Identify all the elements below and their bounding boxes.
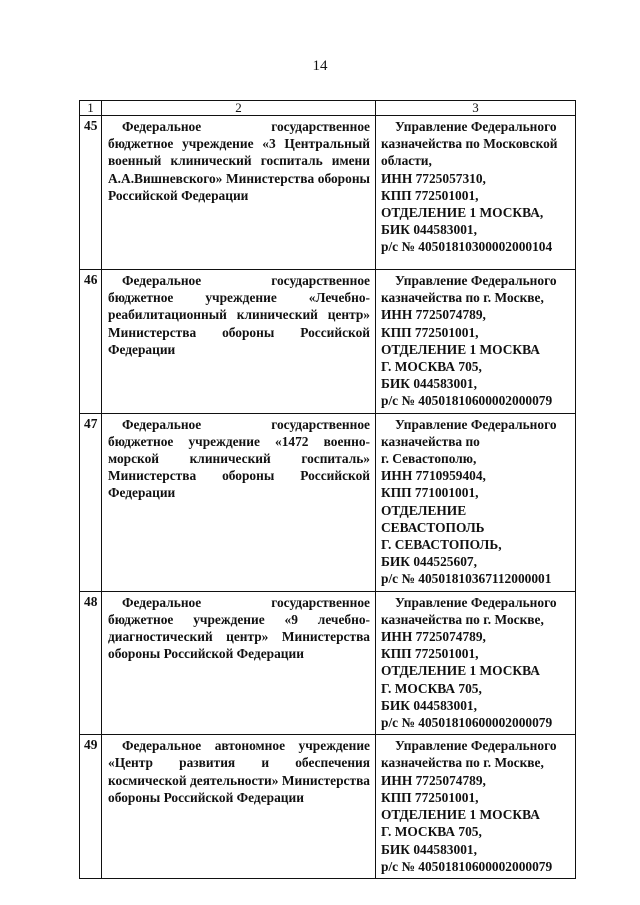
table-row [80,413,576,591]
bank-details [376,591,576,735]
bank-detail-line: ИНН 7725074789, [381,307,486,323]
bank-detail-line: КПП 771001001, [381,485,479,501]
bank-detail-line: КПП 772501001, [381,789,479,805]
institution-name: Федеральное государственное бюджетное учреждение «1472 военно-морской клинический госпиталь» Министерства обороны Российской Федерации [102,413,376,591]
institution-name: Федеральное государственное бюджетное учреждение «Лечебно-реабилитационный клинический центр» Министерства обороны Российской Федерации [102,270,376,414]
bank-detail-line: р/с № 40501810600002000079 [381,715,553,731]
row-number: 49 [80,735,102,879]
bank-detail-line: БИК 044583001, [381,222,477,238]
institutions-table [79,100,576,879]
bank-detail-line: казначейства по г. Москве, [381,611,544,627]
column-header-institution: 2 [102,101,376,116]
bank-detail-line: Г. МОСКВА 705, [381,680,482,696]
bank-detail-line: БИК 044583001, [381,841,477,857]
bank-detail-line: КПП 772501001, [381,187,479,203]
column-header-details: 3 [376,101,576,116]
institution-name: Федеральное государственное бюджетное учреждение «9 лечебно-диагностический центр» Министерства обороны Российской Федерации [102,591,376,735]
bank-detail-line: Управление Федерального [395,119,557,134]
bank-detail-line: р/с № 40501810300002000104 [381,239,553,255]
column-header-number: 1 [80,101,102,116]
bank-detail-line: СЕВАСТОПОЛЬ [381,519,485,535]
table-header-row [80,101,576,116]
bank-details [376,735,576,879]
table-row [80,270,576,414]
bank-detail-line: Управление Федерального [395,273,557,288]
bank-detail-line: ОТДЕЛЕНИЕ [381,502,467,518]
bank-detail-line: Г. МОСКВА 705, [381,359,482,375]
row-number: 48 [80,591,102,735]
bank-detail-line: ОТДЕЛЕНИЕ 1 МОСКВА [381,663,540,679]
bank-detail-line: ИНН 7725057310, [381,170,486,186]
bank-detail-line: ИНН 7725074789, [381,772,486,788]
table-row [80,591,576,735]
bank-detail-line: ИНН 7710959404, [381,468,486,484]
bank-detail-line: Г. МОСКВА 705, [381,824,482,840]
bank-details [376,116,576,270]
bank-detail-line: БИК 044583001, [381,697,477,713]
bank-detail-line: области, [381,153,432,169]
table-row [80,116,576,270]
bank-detail-line: БИК 044583001, [381,376,477,392]
bank-detail-line: Управление Федерального [395,594,557,610]
bank-detail-line: р/с № 40501810600002000079 [381,393,553,409]
page-number: 14 [312,58,328,74]
bank-detail-line: ОТДЕЛЕНИЕ 1 МОСКВА [381,341,540,357]
table-row [80,735,576,879]
bank-detail-line: р/с № 40501810367112000001 [381,571,552,587]
bank-detail-line: казначейства по г. Москве, [381,755,544,771]
bank-details [376,270,576,414]
row-number: 46 [80,270,102,414]
bank-detail-line: КПП 772501001, [381,324,479,340]
bank-detail-line: г. Севастополю, [381,451,477,467]
bank-details [376,413,576,591]
bank-detail-line: казначейства по [381,433,480,449]
row-number: 47 [80,413,102,591]
bank-detail-line: ОТДЕЛЕНИЕ 1 МОСКВА, [381,205,544,221]
bank-detail-line: КПП 772501001, [381,646,479,662]
bank-detail-line: ОТДЕЛЕНИЕ 1 МОСКВА [381,807,540,823]
bank-detail-line: Управление Федерального [395,416,557,432]
bank-detail-line: казначейства по Московской [381,136,558,152]
institution-name: Федеральное государственное бюджетное учреждение «3 Центральный военный клинический госпиталь имени А.А.Вишневского» Министерства обороны Российской Федерации [102,116,376,270]
bank-detail-line: БИК 044525607, [381,554,477,570]
bank-detail-line: Управление Федерального [395,738,557,754]
row-number: 45 [80,116,102,270]
bank-detail-line: Г. СЕВАСТОПОЛЬ, [381,537,502,553]
institution-name: Федеральное автономное учреждение «Центр развития и обеспечения космической деятельности» Министерства обороны Российской Федерации [102,735,376,879]
bank-detail-line: ИНН 7725074789, [381,629,486,645]
bank-detail-line: казначейства по г. Москве, [381,290,544,306]
bank-detail-line: р/с № 40501810600002000079 [381,858,553,874]
